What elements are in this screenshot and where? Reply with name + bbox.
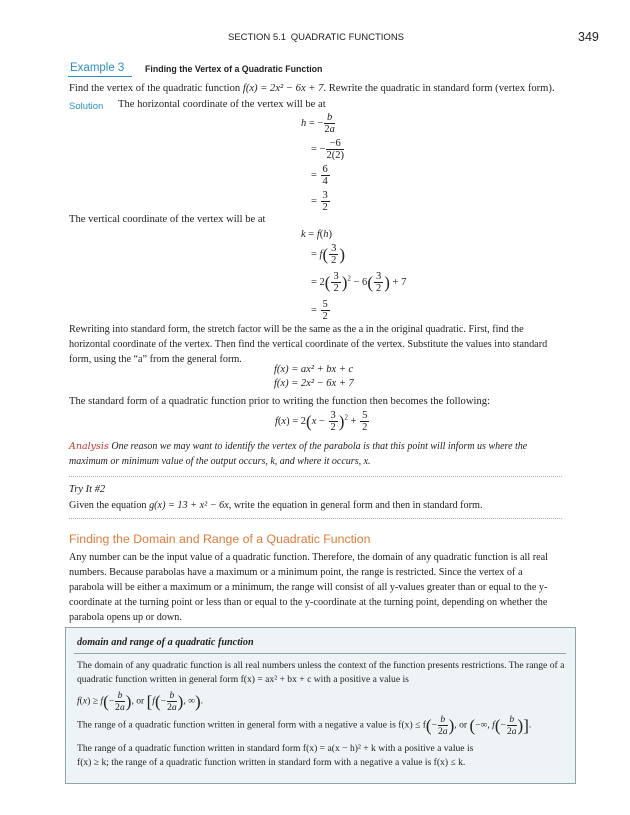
equation-h-line3: = $\frac{6}{4}$ <box>311 164 328 187</box>
box-paragraph-3: The range of a quadratic function written in standard form f(x) = a(x − h)² + k with a positive a value is f(x) ≥ k; the range of a quadratic function written in standard form with a negative a value is f(x) ≤ k. <box>77 743 474 768</box>
equation-k-line1: k = f(h) <box>301 229 333 240</box>
equation-k-line3: = 2( $\frac{3}{2}$ )$^2$ − 6( $\frac{3}{2}$ ) + 7 <box>311 271 407 294</box>
divider-bottom <box>69 518 562 519</box>
solution-label: Solution <box>69 101 104 112</box>
box-range-positive: f(x) ≥ f(− $\frac{b}{2a}$ ), or [f(− $\frac{b}{2a}$ ), ∞). <box>77 690 204 713</box>
page-number: 349 <box>578 30 599 44</box>
analysis-block <box>69 439 559 469</box>
example-underline <box>68 76 132 77</box>
box-title: domain and range of a quadratic function <box>77 637 254 648</box>
box-rule <box>74 653 566 654</box>
general-form-line2: f(x) = 2x² − 6x + 7 <box>274 378 354 389</box>
equation-h-line1: h = − $\frac{b}{2a}$ <box>301 112 335 135</box>
section-number: SECTION 5.1 <box>228 32 287 43</box>
section-title: QUADRATIC FUNCTIONS <box>290 32 405 43</box>
standard-form-text: The standard form of a quadratic function prior to writing the function then becomes the following: <box>69 396 490 407</box>
running-header <box>228 32 404 43</box>
rewriting-paragraph: Rewriting into standard form, the stretch factor will be the same as the a in the original quadratic. First, find the horizontal coordinate of the vertex. Then find the vertical coordinate of the vertex. Substitute the values into standard form, using the “a” from the general form. <box>69 324 548 365</box>
divider-top <box>69 476 562 477</box>
example-title: Finding the Vertex of a Quadratic Function <box>145 64 323 74</box>
example-label: Example 3 <box>70 62 125 74</box>
try-it-text: Given the equation g(x) = 13 + x² − 6x, write the equation in general form and then in standard form. <box>69 500 483 511</box>
try-it-label: Try It #2 <box>69 484 106 495</box>
section-paragraph: Any number can be the input value of a quadratic function. Therefore, the domain of any quadratic function is all real numbers. Because parabolas have a maximum or a minimum point, the range is restricted. Since the vertex of a parabola will be either a maximum or a minimum, the range will consist of all y-values greater than or equal to the y-coordinate at the turning point or less than or equal to the y-coordinate at the turning point, depending on whether the parabola opens up or down. <box>69 552 549 623</box>
example-problem: Find the vertex of the quadratic function f(x) = 2x² − 6x + 7. Rewrite the quadratic in standard form (vertex form). <box>69 83 555 94</box>
box-paragraph-1: The domain of any quadratic function is all real numbers unless the context of the function presents restrictions. The range of a quadratic function written in general form f(x) = ax² + bx + c with a positive a value is <box>77 660 565 685</box>
analysis-text: One reason we may want to identify the vertex of the parabola is that this point will inform us where the maximum or minimum value of the output occurs, k, and where it occurs, x. <box>69 441 528 467</box>
solution-text: The horizontal coordinate of the vertex will be at <box>118 99 326 110</box>
equation-h-line2: = − $\frac{-6}{2(2)}$ <box>311 138 344 161</box>
general-form-line1: f(x) = ax² + bx + c <box>274 364 354 375</box>
definition-box <box>65 627 576 784</box>
vertical-text: The vertical coordinate of the vertex will be at <box>69 214 266 225</box>
equation-k-line4: = $\frac{5}{2}$ <box>311 299 328 322</box>
box-range-negative: The range of a quadratic function written in general form with a negative a value is f(x) ≤ f(− $\frac{b}{2a}$ ), or (−∞, f(− $\frac{b}{2a}$ )]. <box>77 714 532 737</box>
problem-function: f(x) = 2x² − 6x + 7 <box>242 83 324 94</box>
equation-h-line4: = $\frac{3}{2}$ <box>311 190 328 213</box>
analysis-label: Analysis <box>69 441 109 452</box>
try-it-equation: g(x) = 13 + x² − 6x <box>149 500 229 511</box>
standard-form-equation: f(x) = 2(x − $\frac{3}{2}$ )$^2$ + $\frac{5}{2}$ <box>275 410 368 433</box>
equation-k-line2: = f( $\frac{3}{2}$ ) <box>311 243 346 266</box>
section-heading: Finding the Domain and Range of a Quadratic Function <box>69 532 371 546</box>
